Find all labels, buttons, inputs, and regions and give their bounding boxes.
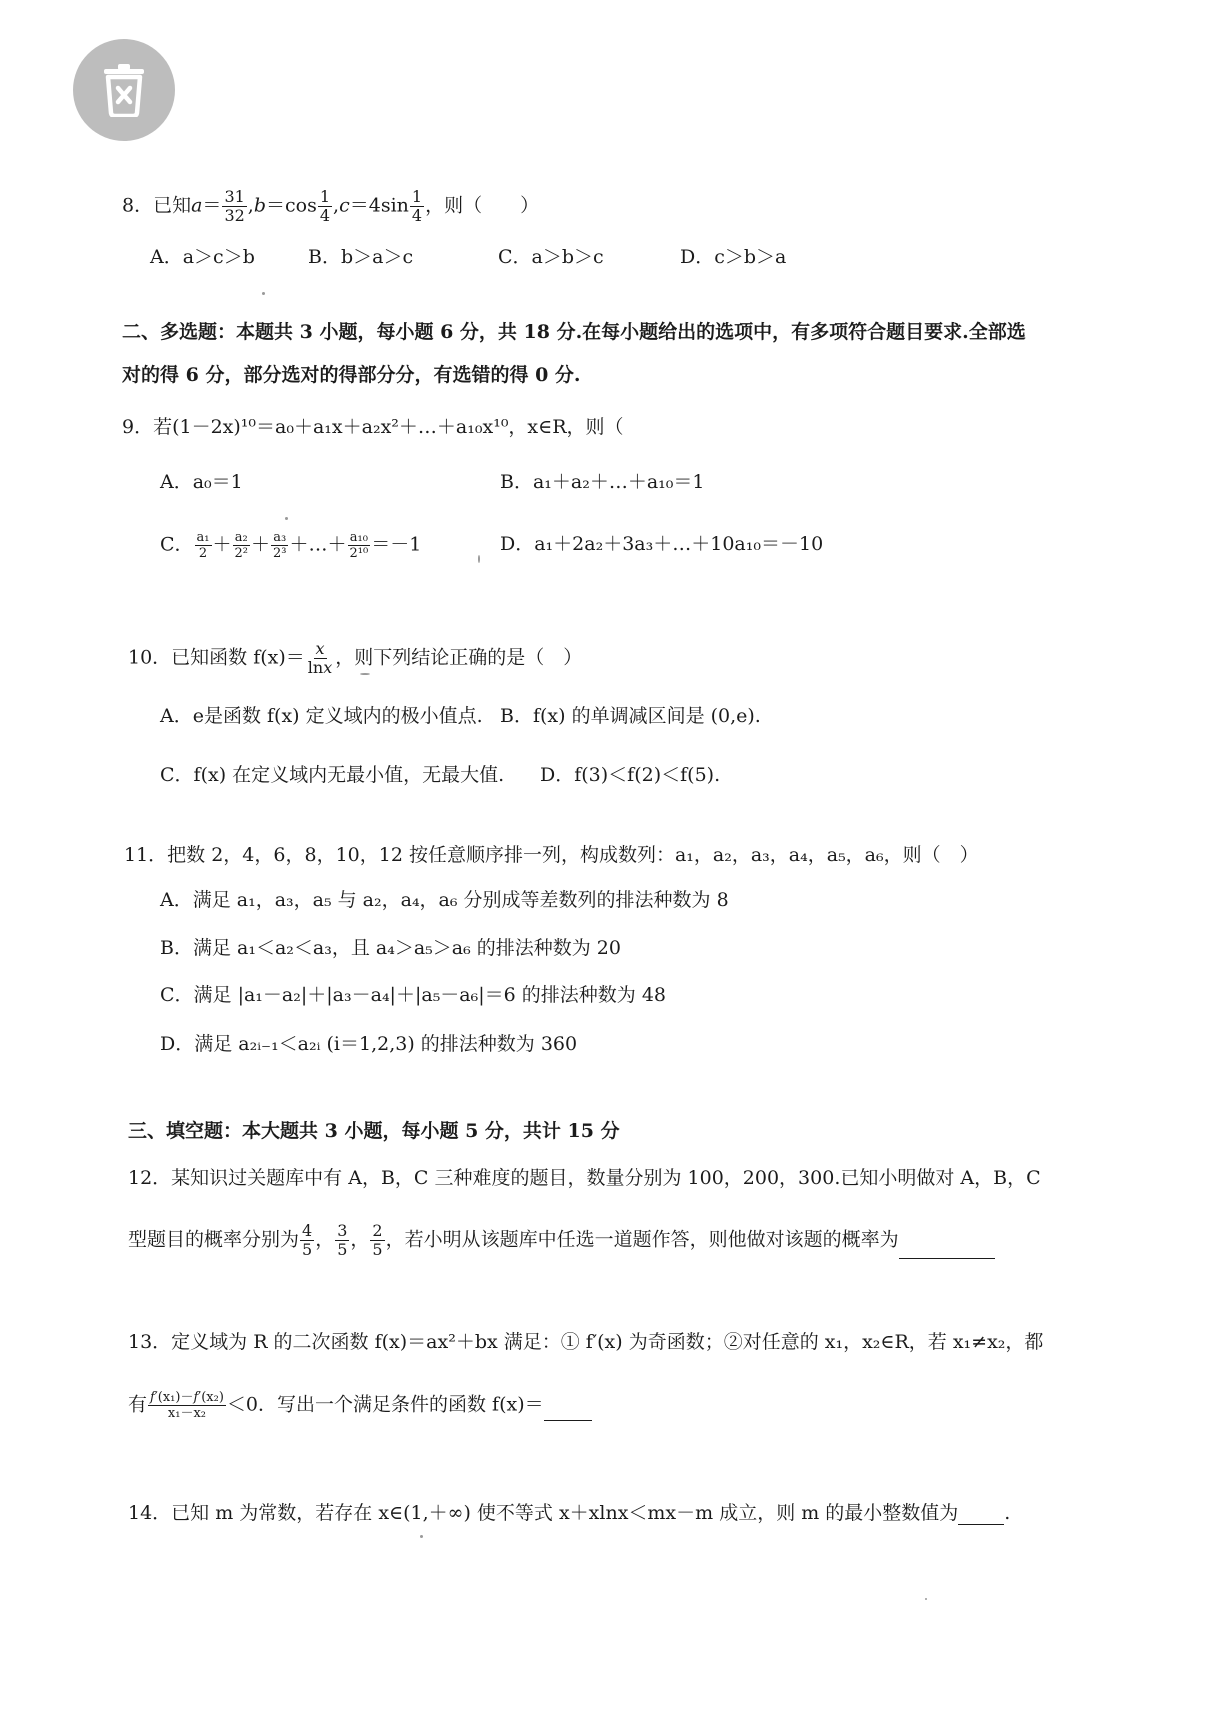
q12-answer-blank[interactable] bbox=[899, 1234, 995, 1259]
q13-answer-blank[interactable] bbox=[544, 1396, 592, 1421]
q10-stem: 10．已知函数 f(x)＝ $\frac{x}{\ln x}$ ，则下列结论正确的是（ ） bbox=[128, 639, 583, 677]
section3-heading: 三、填空题：本大题共 3 小题，每小题 5 分，共计 15 分 bbox=[128, 1120, 620, 1142]
q9-option-b: B．a₁＋a₂＋…＋a₁₀＝1 bbox=[500, 471, 705, 493]
q12-line1: 12．某知识过关题库中有 A，B，C 三种难度的题目，数量分别为 100，200，300.已知小明做对 A，B，C bbox=[128, 1167, 1041, 1189]
q9-option-c: C． $\frac{\text{a₁}}{2}$ ＋ $\frac{\text{a₂}}{\text{2²}}$ ＋ $\frac{\text{a₃}}{\text{2³}}$ ＋…＋ $\frac{\text{a₁₀}}{\text{2¹⁰}}$ ＝－1 bbox=[160, 530, 422, 561]
q11-option-d: D．满足 a₂ᵢ₋₁＜a₂ᵢ (i＝1,2,3) 的排法种数为 360 bbox=[160, 1033, 578, 1055]
q13-line2: 有 $\frac{\text{f′(x₁)－f′(x₂)}}{\text{x₁－x₂}}$ ＜0．写出一个满足条件的函数 f(x)＝ bbox=[128, 1390, 592, 1421]
q10-option-b: B．f(x) 的单调减区间是 (0,e). bbox=[500, 705, 761, 727]
q11-option-c: C．满足 |a₁－a₂|＋|a₃－a₄|＋|a₅－a₆|＝6 的排法种数为 48 bbox=[160, 984, 666, 1006]
q12-line2: 型题目的概率分别为 $\frac{4}{5}$ ， $\frac{3}{5}$ ， $\frac{2}{5}$ ，若小明从该题库中任选一道题作答，则他做对该题的概率为 bbox=[128, 1222, 995, 1259]
delete-button[interactable] bbox=[73, 39, 175, 141]
q8-option-d: D．c＞b＞a bbox=[680, 246, 787, 268]
q11-option-b: B．满足 a₁＜a₂＜a₃，且 a₄＞a₅＞a₆ 的排法种数为 20 bbox=[160, 937, 621, 959]
scan-speck bbox=[478, 555, 480, 563]
q11-option-a: A．满足 a₁，a₃，a₅ 与 a₂，a₄，a₆ 分别成等差数列的排法种数为 8 bbox=[160, 889, 729, 911]
section2-heading-line1: 二、多选题：本题共 3 小题，每小题 6 分，共 18 分.在每小题给出的选项中，有多项符合题目要求.全部选 bbox=[122, 321, 1026, 343]
q9-option-a: A．a₀＝1 bbox=[160, 471, 243, 493]
q11-stem: 11．把数 2，4，6，8，10，12 按任意顺序排一列，构成数列：a₁，a₂，a₃，a₄，a₅，a₆，则（ ） bbox=[124, 844, 979, 866]
trash-x-icon bbox=[99, 63, 149, 117]
q8-option-c: C．a＞b＞c bbox=[498, 246, 604, 268]
q14-stem: 14．已知 m 为常数，若存在 x∈(1,＋∞) 使不等式 x＋xlnx＜mx－m 成立，则 m 的最小整数值为 . bbox=[128, 1502, 1011, 1524]
scan-speck bbox=[262, 292, 265, 295]
scan-speck bbox=[925, 1598, 927, 1600]
q9-option-d: D．a₁＋2a₂＋3a₃＋…＋10a₁₀＝－10 bbox=[500, 533, 824, 555]
q10-option-a: A．e是函数 f(x) 定义域内的极小值点. bbox=[160, 705, 483, 727]
q13-line1: 13．定义域为 R 的二次函数 f(x)＝ax²＋bx 满足：① f′(x) 为奇函数；②对任意的 x₁，x₂∈R，若 x₁≠x₂，都 bbox=[128, 1331, 1044, 1353]
section2-heading-line2: 对的得 6 分，部分选对的得部分分，有选错的得 0 分. bbox=[122, 364, 581, 386]
q10-option-c: C．f(x) 在定义域内无最小值，无最大值. bbox=[160, 764, 505, 786]
q9-stem: 9．若(1－2x)¹⁰＝a₀＋a₁x＋a₂x²＋…＋a₁₀x¹⁰，x∈R，则（ bbox=[122, 416, 624, 438]
q8-option-b: B．b＞a＞c bbox=[308, 246, 414, 268]
q10-option-d: D．f(3)＜f(2)＜f(5). bbox=[540, 764, 721, 786]
q14-answer-blank[interactable] bbox=[958, 1500, 1004, 1525]
scan-speck bbox=[285, 517, 288, 520]
q8-option-a: A．a＞c＞b bbox=[150, 246, 255, 268]
q8-stem: 8．已知a＝ $\frac{31}{32}$ ,b＝cos $\frac{1}{4}$ ,c＝4sin $\frac{1}{4}$ ，则（ ） bbox=[122, 187, 540, 225]
scan-speck bbox=[360, 673, 370, 675]
scan-speck bbox=[420, 1535, 423, 1538]
